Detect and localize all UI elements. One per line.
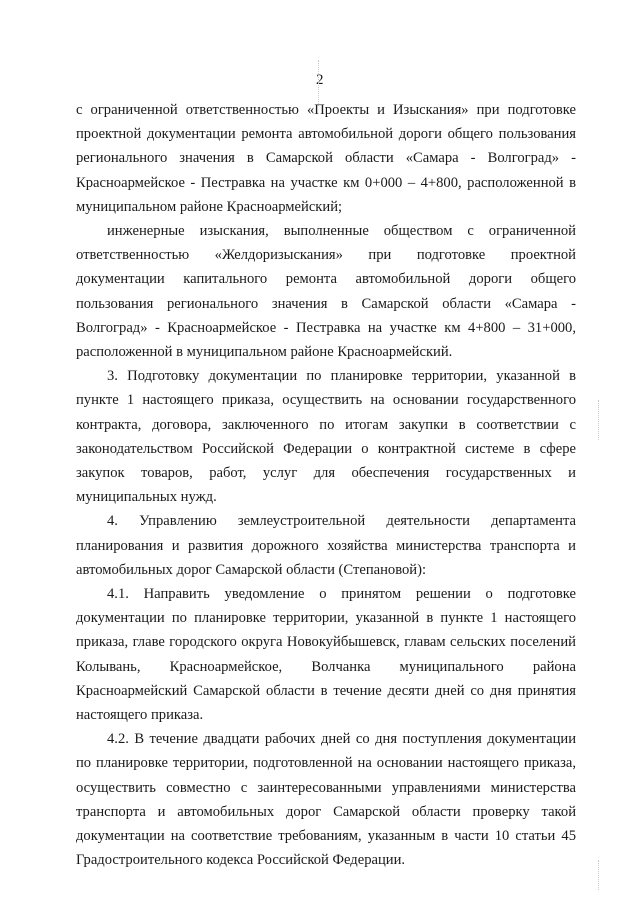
document-body [76, 98, 576, 873]
scan-mark-right-1 [598, 400, 600, 440]
paragraph-engineering-surveys: инженерные изыскания, выполненные обществом с ограниченной ответственностью «Желдоризыскания» при подготовке проектной документации капитального ремонта автомобильной дороги общего пользования регионального значения в Самарской области «Самара - Волгоград» - Красноармейское - Пестравка на участке км 4+800 – 31+000, расположенной в муниципальном районе Красноармейский. [76, 223, 576, 361]
page-number: 2 [316, 72, 324, 88]
paragraph-continuation: с ограниченной ответственностью «Проекты и Изыскания» при подготовке проектной документации ремонта автомобильной дороги общего пользования регионального значения в Самарской области «Самара - Волгоград» - Красноармейское - Пестравка на участке км 0+000 – 4+800, расположенной в муниципальном районе Красноармейский; [76, 102, 576, 215]
paragraph-item-4-2: 4.2. В течение двадцати рабочих дней со дня поступления документации по планировке территории, подготовленной на основании настоящего приказа, осуществить совместно с заинтересованными управлениями министерства транспорта и автомобильных дорог Самарской области проверку такой документации на соответствие требованиям, указанным в части 10 статьи 45 Градостроительного кодекса Российской Федерации. [76, 731, 576, 869]
paragraph-item-3: 3. Подготовку документации по планировке территории, указанной в пункте 1 настоящего приказа, осуществить на основании государственного контракта, договора, заключенного по итогам закупки в соответствии с законодательством Российской Федерации о контрактной системе в сфере закупок товаров, работ, услуг для обеспечения государственных и муниципальных нужд. [76, 368, 576, 506]
scan-mark-right-2 [598, 860, 600, 890]
paragraph-item-4-1: 4.1. Направить уведомление о принятом решении о подготовке документации по планировке территории, указанной в пункте 1 настоящего приказа, главе городского округа Новокуйбышевск, главам сельских поселений Колывань, Красноармейское, Волчанка муниципального района Красноармейский Самарской области в течение десяти дней со дня принятия настоящего приказа. [76, 586, 576, 724]
paragraph-item-4: 4. Управлению землеустроительной деятельности департамента планирования и развития дорожного хозяйства министерства транспорта и автомобильных дорог Самарской области (Степановой): [76, 513, 576, 578]
